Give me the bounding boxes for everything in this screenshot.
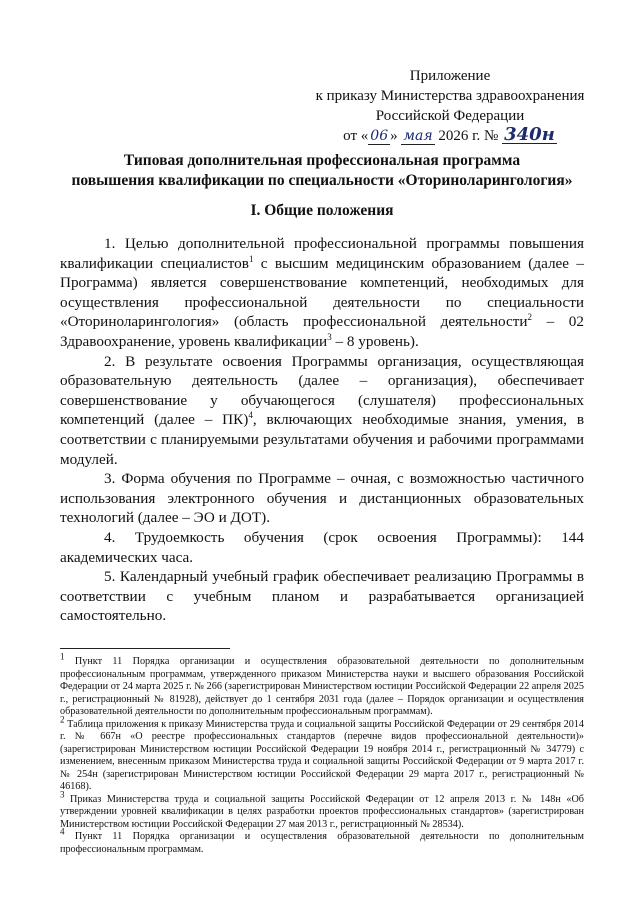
paragraph-5: 5. Календарный учебный график обеспечивает реализацию Программы в соответствии с учебным планом и разрабатывается организацией самостоятельно. <box>60 568 584 625</box>
paragraph-1-text: с высшим медицинским образованием (далее – Программа) является совершенствование компетенций, необходимых для осуществления профессиональной деятельности по специальности «Оториноларингология» (область профессиональной деятельности <box>60 254 584 331</box>
date-day: 06 <box>370 128 389 144</box>
document-title <box>60 151 584 191</box>
date-mid: » <box>390 128 398 144</box>
title-line-2: повышения квалификации по специальности «Оториноларингология» <box>71 172 573 189</box>
section-heading: I. Общие положения <box>250 202 394 219</box>
paragraph-4: 4. Трудоемкость обучения (срок освоения Программы): 144 академических часа. <box>60 528 584 566</box>
footnote-4 <box>60 826 584 856</box>
paragraph-2-text: , включающих необходимые знания, умения, в соответствии с планируемыми результатами обучения и рабочими программами модулей. <box>60 411 585 468</box>
paragraph-2-text: 2. В результате освоения Программы организация, осуществляющая образовательную деятельность (далее – организация), обеспечивает совершенствование у обучающегося (слушателя) профессиональных компетенций (далее – ПК) <box>60 352 584 429</box>
footnote-mark: 1 <box>60 651 65 662</box>
footnote-2 <box>60 714 584 794</box>
footnote-mark: 3 <box>60 789 65 800</box>
paragraph-2 <box>60 352 584 470</box>
footnote-3 <box>60 789 584 832</box>
date-prefix: от « <box>343 128 369 144</box>
footnote-1 <box>60 651 584 719</box>
footnote-text: Приказ Министерства труда и социальной защиты Российской Федерации от 12 апреля 2013 г. № 148н «Об утверждении уровней квалификации в целях разработки проектов профессиональных стандартов» (зарегистрирован Министерством юстиции Российской Федерации 27 мая 2013 г., регистрационный № 28534). <box>60 793 584 830</box>
date-year: 2026 г. № <box>438 128 499 144</box>
footnote-ref-2: 2 <box>527 312 533 323</box>
order-number: 340н <box>504 124 555 145</box>
appendix-order-ref: к приказу Министерства здравоохранения <box>315 88 585 104</box>
footnote-divider <box>60 648 230 649</box>
appendix-header <box>300 66 600 146</box>
paragraph-1 <box>60 234 584 352</box>
footnote-mark: 2 <box>60 714 65 725</box>
paragraph-1-text: – 8 уровень). <box>331 332 419 350</box>
footnote-ref-3: 3 <box>327 331 332 342</box>
footnote-text: Таблица приложения к приказу Министерства труда и социальной защиты Российской Федерации от 29 сентября 2014 г. № 667н «О реестре профессиональных стандартов (перечне видов профессиональной деятельности)» (зарегистрирован Министерством юстиции Российской Федерации 19 ноября 2014 г., регистрационный № 34779) с изменением, внесенным приказом Министерства труда и социальной защиты Российской Федерации от 9 марта 2017 г. № 254н (зарегистрирован Министерством юстиции Российской Федерации 29 марта 2017 г., регистрационный № 46168). <box>60 718 584 792</box>
date-month: мая <box>403 128 433 144</box>
title-line-1: Типовая дополнительная профессиональная программа <box>123 152 521 169</box>
appendix-label: Приложение <box>409 68 491 84</box>
footnote-text: Пункт 11 Порядка организации и осуществления образовательной деятельности по дополнительным профессиональным программам. <box>60 831 584 855</box>
appendix-date-line <box>300 126 600 146</box>
footnote-text: Пункт 11 Порядка организации и осуществления образовательной деятельности по дополнительным профессиональным программам, утвержденного приказом Министерства науки и высшего образования Российской Федерации от 24 марта 2025 г. № 266 (зарегистрирован Министерством юстиции Российской Федерации 22 апреля 2025 г., регистрационный № 81928), действует до 1 сентября 2031 года (далее – Порядок организации и осуществления образовательной деятельности по дополнительным профессиональным программам). <box>60 656 584 717</box>
paragraph-1-text: – 02 Здравоохранение, уровень квалификации <box>60 313 584 350</box>
paragraph-3: 3. Форма обучения по Программе – очная, с возможностью частичного использования электронного обучения и дистанционных образовательных технологий (далее – ЭО и ДОТ). <box>60 470 584 527</box>
footnotes <box>60 651 584 856</box>
footnote-ref-1: 1 <box>248 253 254 264</box>
footnote-mark: 4 <box>60 826 65 837</box>
footnote-ref-4: 4 <box>248 410 253 421</box>
appendix-country: Российской Федерации <box>375 108 525 124</box>
paragraph-1-text: 1. Целью дополнительной профессиональной программы повышения квалификации специалистов <box>60 235 584 272</box>
document-body <box>60 234 584 626</box>
